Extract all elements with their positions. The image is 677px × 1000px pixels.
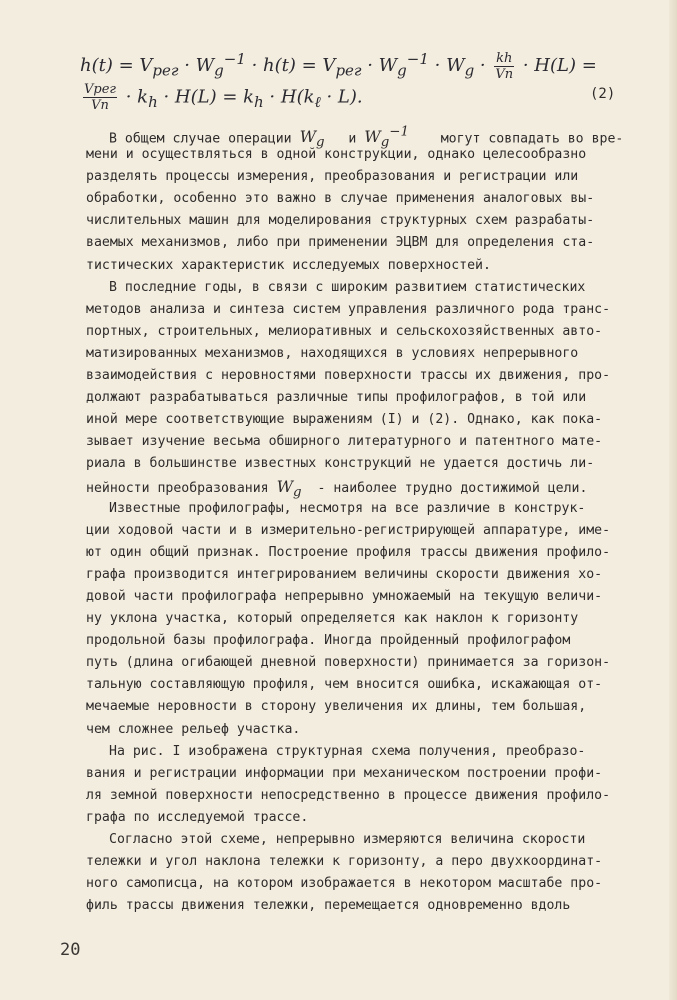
operator-wg: $W_g$ [276, 476, 302, 500]
text-line: иной мере соответствующие выражениям (I) и (2). Однако, как пока- [86, 412, 603, 428]
formula-line-1: $h(t) = V_{рег} \cdot W_g^{-1} \cdot h(t) = V_{рег} \cdot W_g^{-1} \cdot W_g$ · $\frac{kh}{Vп}$ · H(L) = [80, 50, 597, 82]
operator-wg: $W_g$ [299, 127, 325, 151]
text-line: ют один общий признак. Построение профиля трассы движения профило- [86, 544, 611, 560]
text-line: матизированных механизмов, находящихся в условиях непрерывного [86, 345, 579, 361]
text-line: нейности преобразования $W_g$ - наиболее трудно достижимой цели. [86, 476, 588, 500]
text-line: графа производится интегрированием величины скорости движения хо- [86, 566, 603, 582]
text-line: В последние годы, в связи с широким развитием статистических [109, 279, 586, 295]
text-line: продольной базы профилографа. Иногда пройденный профилографом [86, 633, 571, 649]
text-line: ции ходовой части и в измерительно-регистрирующей аппаратуре, име- [86, 522, 611, 538]
fraction-kh-over-vn: $\frac{kh}{Vп}$ [495, 50, 514, 82]
text-line: должают разрабатываться различные типы профилографов, в той или [86, 390, 587, 406]
text-line: филь трассы движения тележки, перемещается одновременно вдоль [86, 898, 571, 914]
text-line: довой части профилографа непрерывно умножаемый на текущую величи- [86, 588, 603, 604]
fraction-vreg-over-vn: $\frac{\text{Vрег}}{Vп}$ [84, 82, 116, 113]
page-number: 20 [60, 940, 81, 960]
text-line: ного самописца, на котором изображается в некотором масштабе про- [86, 876, 603, 892]
text-line: тележки и угол наклона тележки к горизонту, а перо двухкоординат- [86, 854, 603, 870]
text-line: В общем случае операции $W_g$ и $W_g^{-1}$ могут совпадать во вре- [109, 125, 624, 151]
text-line: мени и осуществляться в одной конструкции, однако целесообразно [86, 147, 587, 163]
page-edge-shadow [669, 0, 677, 1000]
text-line: числительных машин для моделирования структурных схем разрабаты- [86, 213, 595, 229]
text-line: вания и регистрации информации при механическом построении профи- [86, 765, 603, 781]
text-line: тальную составляющую профиля, чем вносится ошибка, искажающая от- [86, 677, 603, 693]
text-line: мечаемые неровности в сторону увеличения их длины, тем большая, [86, 699, 587, 715]
body-text [86, 122, 646, 917]
formula-line-2: $\frac{\text{Vрег}}{Vп}$ · $k_h \cdot H(L) = k_h \cdot H(k_\ell \cdot L)$. [84, 82, 363, 113]
text-line: Известные профилографы, несмотря на все различие в конструк- [109, 500, 586, 516]
text-line: разделять процессы измерения, преобразования и регистрации или [86, 169, 579, 185]
text-line: ну уклона участка, который определяется как наклон к горизонту [86, 611, 579, 627]
text-line: чем сложнее рельеф участка. [86, 721, 301, 737]
text-line: ля земной поверхности непосредственно в процессе движения профило- [86, 787, 611, 803]
text-line: взаимодействия с неровностями поверхности трассы их движения, про- [86, 368, 611, 384]
text-line: зывает изучение весьма обширного литературного и патентного мате- [86, 434, 603, 450]
text-line: методов анализа и синтеза систем управления различного рода транс- [86, 301, 611, 317]
text-line: обработки, особенно это важно в случае применения аналоговых вы- [86, 191, 595, 207]
text-line: На рис. I изображена структурная схема получения, преобразо- [109, 743, 586, 759]
text-line: Согласно этой схеме, непрерывно измеряются величина скорости [109, 832, 586, 847]
text-line: путь (длина огибающей дневной поверхности) принимается за горизон- [86, 655, 611, 671]
text-line: портных, строительных, мелиоративных и сельскохозяйственных авто- [86, 323, 603, 339]
text-line: риала в большинстве известных конструкций не удается достичь ли- [86, 456, 595, 472]
operator-wg-inverse: $W_g^{-1}$ [364, 125, 409, 151]
equation-number: (2) [590, 86, 616, 102]
text-line: тистических характеристик исследуемых поверхностей. [86, 257, 491, 273]
text-line: графа по исследуемой трассе. [86, 809, 309, 825]
text-line: ваемых механизмов, либо при применении ЭЦВМ для определения ста- [86, 235, 595, 251]
